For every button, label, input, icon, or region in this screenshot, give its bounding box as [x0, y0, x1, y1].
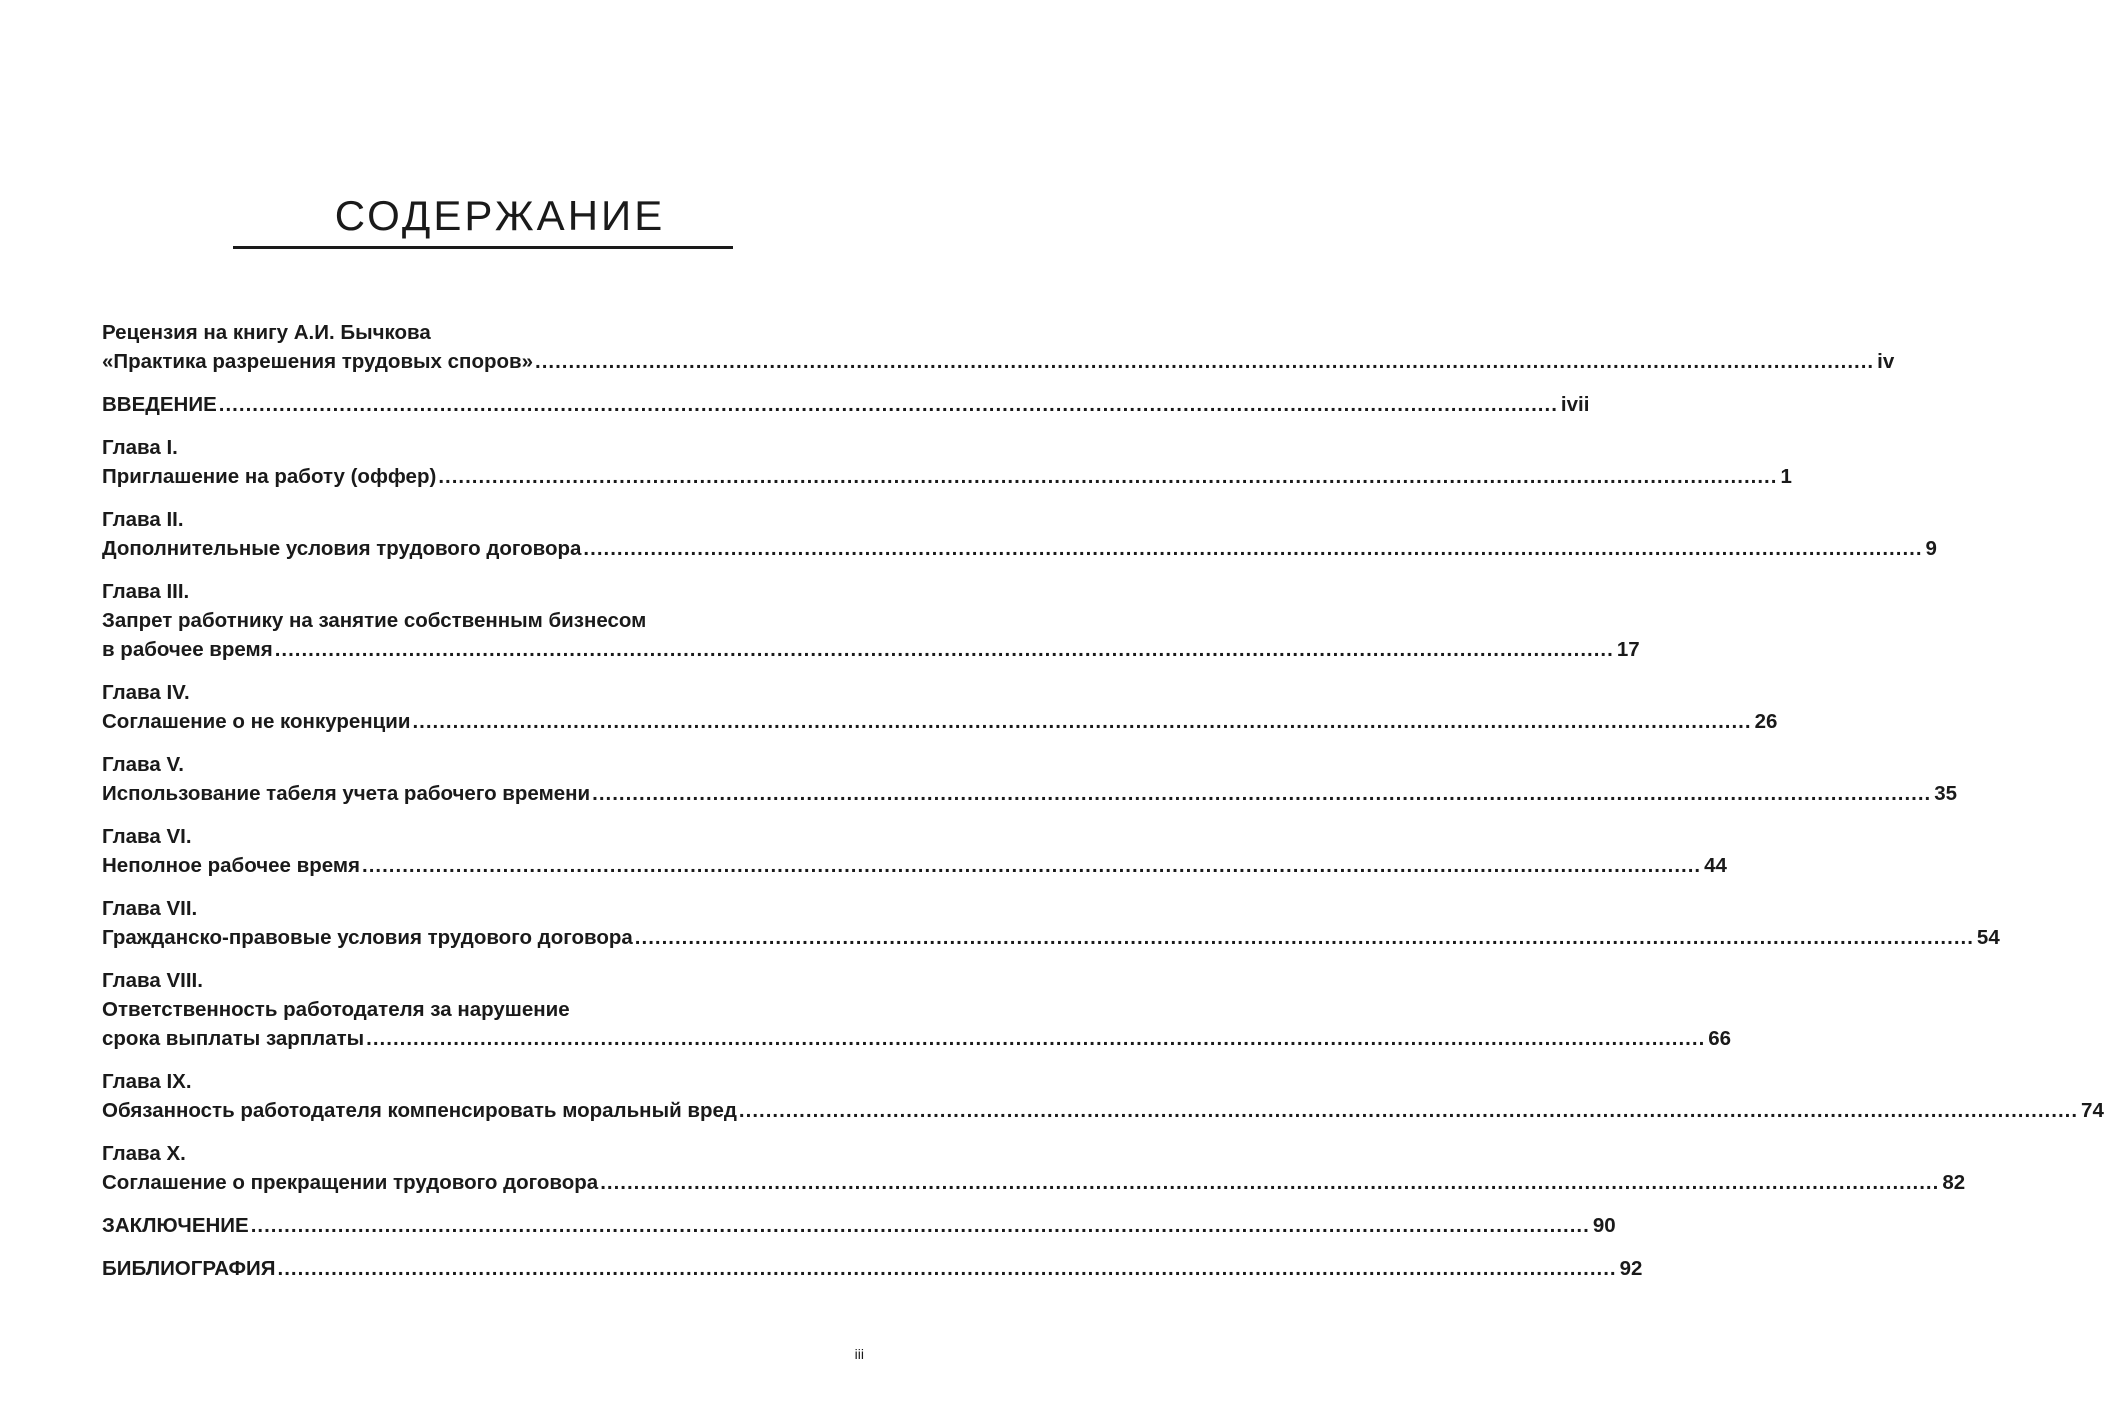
- toc-entry-title: БИБЛИОГРАФИЯ: [102, 1257, 276, 1280]
- toc-entry-conclusion: [102, 1211, 1616, 1240]
- toc-chapter-label: Глава V.: [102, 753, 184, 776]
- toc-page-number: 26: [1754, 710, 1778, 733]
- toc-entry-title: ЗАКЛЮЧЕНИЕ: [102, 1214, 249, 1237]
- toc-page-number: 90: [1592, 1214, 1616, 1237]
- toc-page-number: 44: [1704, 854, 1727, 877]
- table-of-contents: [102, 318, 2104, 1283]
- toc-entry-introduction: [102, 390, 1590, 419]
- toc-entry-title: Соглашение о не конкуренции: [102, 710, 411, 733]
- toc-page-number: 1: [1780, 465, 1792, 488]
- toc-entry-chapter-1: [102, 433, 1792, 491]
- toc-chapter-label: Глава VIII.: [102, 969, 203, 992]
- toc-entry-title: ВВЕДЕНИЕ: [102, 393, 217, 416]
- toc-chapter-label: Глава II.: [102, 508, 184, 531]
- toc-page-number: 17: [1616, 638, 1640, 661]
- toc-entry-chapter-3: [102, 577, 1640, 664]
- toc-entry-title: срока выплаты зарплаты: [102, 1027, 365, 1050]
- dot-leader: ........................................................................................................................................................................................................: [412, 710, 1752, 733]
- toc-page-number: 92: [1619, 1257, 1643, 1280]
- dot-leader: ........................................................................................................................................................................................................: [634, 926, 1974, 949]
- dot-leader: ........................................................................................................................................................................................................: [583, 537, 1923, 560]
- toc-page-number: 9: [1925, 537, 1937, 560]
- toc-chapter-label: Глава VII.: [102, 897, 198, 920]
- dot-leader: ........................................................................................................................................................................................................: [535, 350, 1875, 373]
- toc-entry-chapter-4: [102, 678, 1778, 736]
- toc-entry-review: [102, 318, 1895, 376]
- dot-leader: ........................................................................................................................................................................................................: [600, 1171, 1940, 1194]
- dot-leader: ........................................................................................................................................................................................................: [277, 1257, 1617, 1280]
- toc-page-number: 35: [1934, 782, 1958, 805]
- toc-entry-line: Рецензия на книгу А.И. Бычкова: [102, 321, 431, 344]
- toc-page-number: iv: [1877, 350, 1895, 373]
- dot-leader: ........................................................................................................................................................................................................: [218, 393, 1558, 416]
- toc-entry-title: Дополнительные условия трудового договора: [102, 537, 582, 560]
- toc-entry-title: Неполное рабочее время: [102, 854, 361, 877]
- toc-chapter-label: Глава III.: [102, 580, 190, 603]
- toc-entry-chapter-6: [102, 822, 1727, 880]
- toc-entry-bibliography: [102, 1254, 1643, 1283]
- dot-leader: ........................................................................................................................................................................................................: [738, 1099, 2079, 1122]
- toc-entry-chapter-9: [102, 1067, 2104, 1125]
- toc-entry-chapter-7: [102, 894, 2000, 952]
- toc-chapter-label: Глава IX.: [102, 1070, 192, 1093]
- dot-leader: ........................................................................................................................................................................................................: [250, 1214, 1590, 1237]
- page-title: СОДЕРЖАНИЕ: [334, 192, 666, 239]
- toc-entry-title: Соглашение о прекращении трудового договора: [102, 1171, 599, 1194]
- dot-leader: ........................................................................................................................................................................................................: [274, 638, 1614, 661]
- toc-page-number: 66: [1708, 1027, 1732, 1050]
- dot-leader: ........................................................................................................................................................................................................: [362, 854, 1702, 877]
- dot-leader: ........................................................................................................................................................................................................: [366, 1027, 1706, 1050]
- toc-chapter-label: Глава X.: [102, 1142, 186, 1165]
- toc-entry-title: Обязанность работодателя компенсировать моральный вред: [102, 1099, 737, 1122]
- toc-entry-chapter-2: [102, 505, 1937, 563]
- toc-entry-line: Ответственность работодателя за нарушение: [102, 998, 570, 1021]
- toc-entry-line: Запрет работнику на занятие собственным бизнесом: [102, 609, 647, 632]
- toc-entry-title: Использование табеля учета рабочего времени: [102, 782, 591, 805]
- toc-entry-title: Гражданско-правовые условия трудового договора: [102, 926, 633, 949]
- toc-page-number: ivii: [1560, 393, 1590, 416]
- toc-entry-title: Приглашение на работу (оффер): [102, 465, 437, 488]
- toc-chapter-label: Глава IV.: [102, 681, 190, 704]
- toc-chapter-label: Глава VI.: [102, 825, 192, 848]
- toc-chapter-label: Глава I.: [102, 436, 178, 459]
- dot-leader: ........................................................................................................................................................................................................: [438, 465, 1778, 488]
- title-underline: [233, 246, 733, 249]
- toc-entry-chapter-5: [102, 750, 1958, 808]
- toc-page-number: 74: [2081, 1099, 2104, 1122]
- toc-entry-chapter-8: [102, 966, 1732, 1053]
- toc-entry-title: в рабочее время: [102, 638, 273, 661]
- toc-page-number: 54: [1976, 926, 2000, 949]
- toc-entry-title: «Практика разрешения трудовых споров»: [102, 350, 534, 373]
- toc-entry-chapter-10: [102, 1139, 1966, 1197]
- toc-page-number: 82: [1942, 1171, 1966, 1194]
- dot-leader: ........................................................................................................................................................................................................: [592, 782, 1932, 805]
- page-number: iii: [854, 1346, 864, 1362]
